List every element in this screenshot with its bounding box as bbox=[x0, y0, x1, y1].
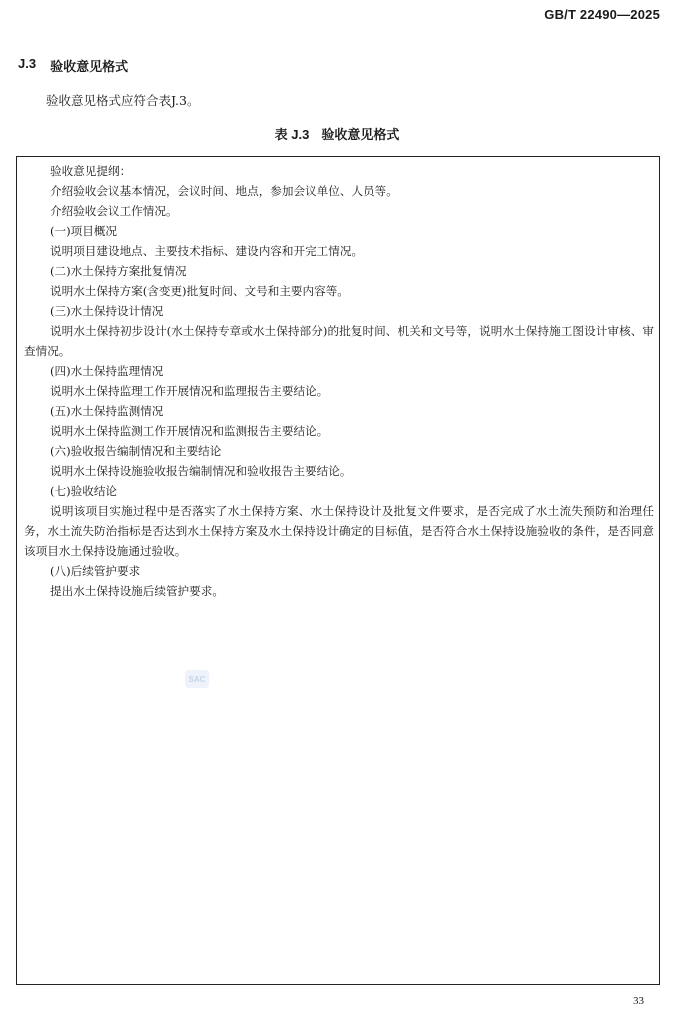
outline-line: 说明水土保持初步设计(水土保持专章或水土保持部分)的批复时间、机关和文号等，说明水土保持施工图设计审核、审查情况。 bbox=[24, 324, 654, 358]
outline-line: 说明水土保持监理工作开展情况和监理报告主要结论。 bbox=[50, 384, 329, 398]
watermark-logo: SAC bbox=[185, 670, 209, 688]
outline-line: 说明水土保持方案(含变更)批复时间、文号和主要内容等。 bbox=[50, 284, 349, 298]
table-caption bbox=[0, 124, 674, 143]
outline-line: 说明水土保持设施验收报告编制情况和验收报告主要结论。 bbox=[50, 464, 352, 478]
section-heading-supervision: (四)水土保持监理情况 bbox=[50, 364, 164, 378]
outline-line: 提出水土保持设施后续管护要求。 bbox=[50, 584, 224, 598]
outline-line: 说明项目建设地点、主要技术指标、建设内容和开完工情况。 bbox=[50, 244, 364, 258]
clause-heading bbox=[18, 56, 128, 75]
section-heading-report: (六)验收报告编制情况和主要结论 bbox=[50, 444, 222, 458]
outline-line: 介绍验收会议基本情况，会议时间、地点，参加会议单位、人员等。 bbox=[50, 184, 398, 198]
outline-line: 说明水土保持监测工作开展情况和监测报告主要结论。 bbox=[50, 424, 329, 438]
table-caption-title: 验收意见格式 bbox=[321, 128, 400, 143]
clause-number: J.3 bbox=[18, 56, 37, 71]
table-content bbox=[24, 161, 654, 601]
clause-title: 验收意见格式 bbox=[50, 60, 129, 75]
clause-intro: 验收意见格式应符合表J.3。 bbox=[46, 93, 200, 108]
outline-line: 介绍验收会议工作情况。 bbox=[50, 204, 178, 218]
standard-code: GB/T 22490—2025 bbox=[544, 7, 660, 22]
section-heading-project-overview: (一)项目概况 bbox=[50, 224, 118, 238]
outline-heading: 验收意见提纲： bbox=[50, 164, 132, 178]
table-caption-number: 表 J.3 bbox=[274, 127, 310, 142]
section-heading-plan-approval: (二)水土保持方案批复情况 bbox=[50, 264, 187, 278]
section-heading-conclusion: (七)验收结论 bbox=[50, 484, 118, 498]
page-number: 33 bbox=[633, 995, 644, 1007]
section-heading-monitoring: (五)水土保持监测情况 bbox=[50, 404, 164, 418]
section-heading-maintenance: (八)后续管护要求 bbox=[50, 564, 141, 578]
section-heading-design: (三)水土保持设计情况 bbox=[50, 304, 164, 318]
outline-line: 说明该项目实施过程中是否落实了水土保持方案、水土保持设计及批复文件要求，是否完成了水土流失预防和治理任务，水土流失防治指标是否达到水土保持方案及水土保持设计确定的目标值，是否符合水土保持设施验收的条件，是否同意该项目水土保持设施通过验收。 bbox=[24, 504, 654, 558]
